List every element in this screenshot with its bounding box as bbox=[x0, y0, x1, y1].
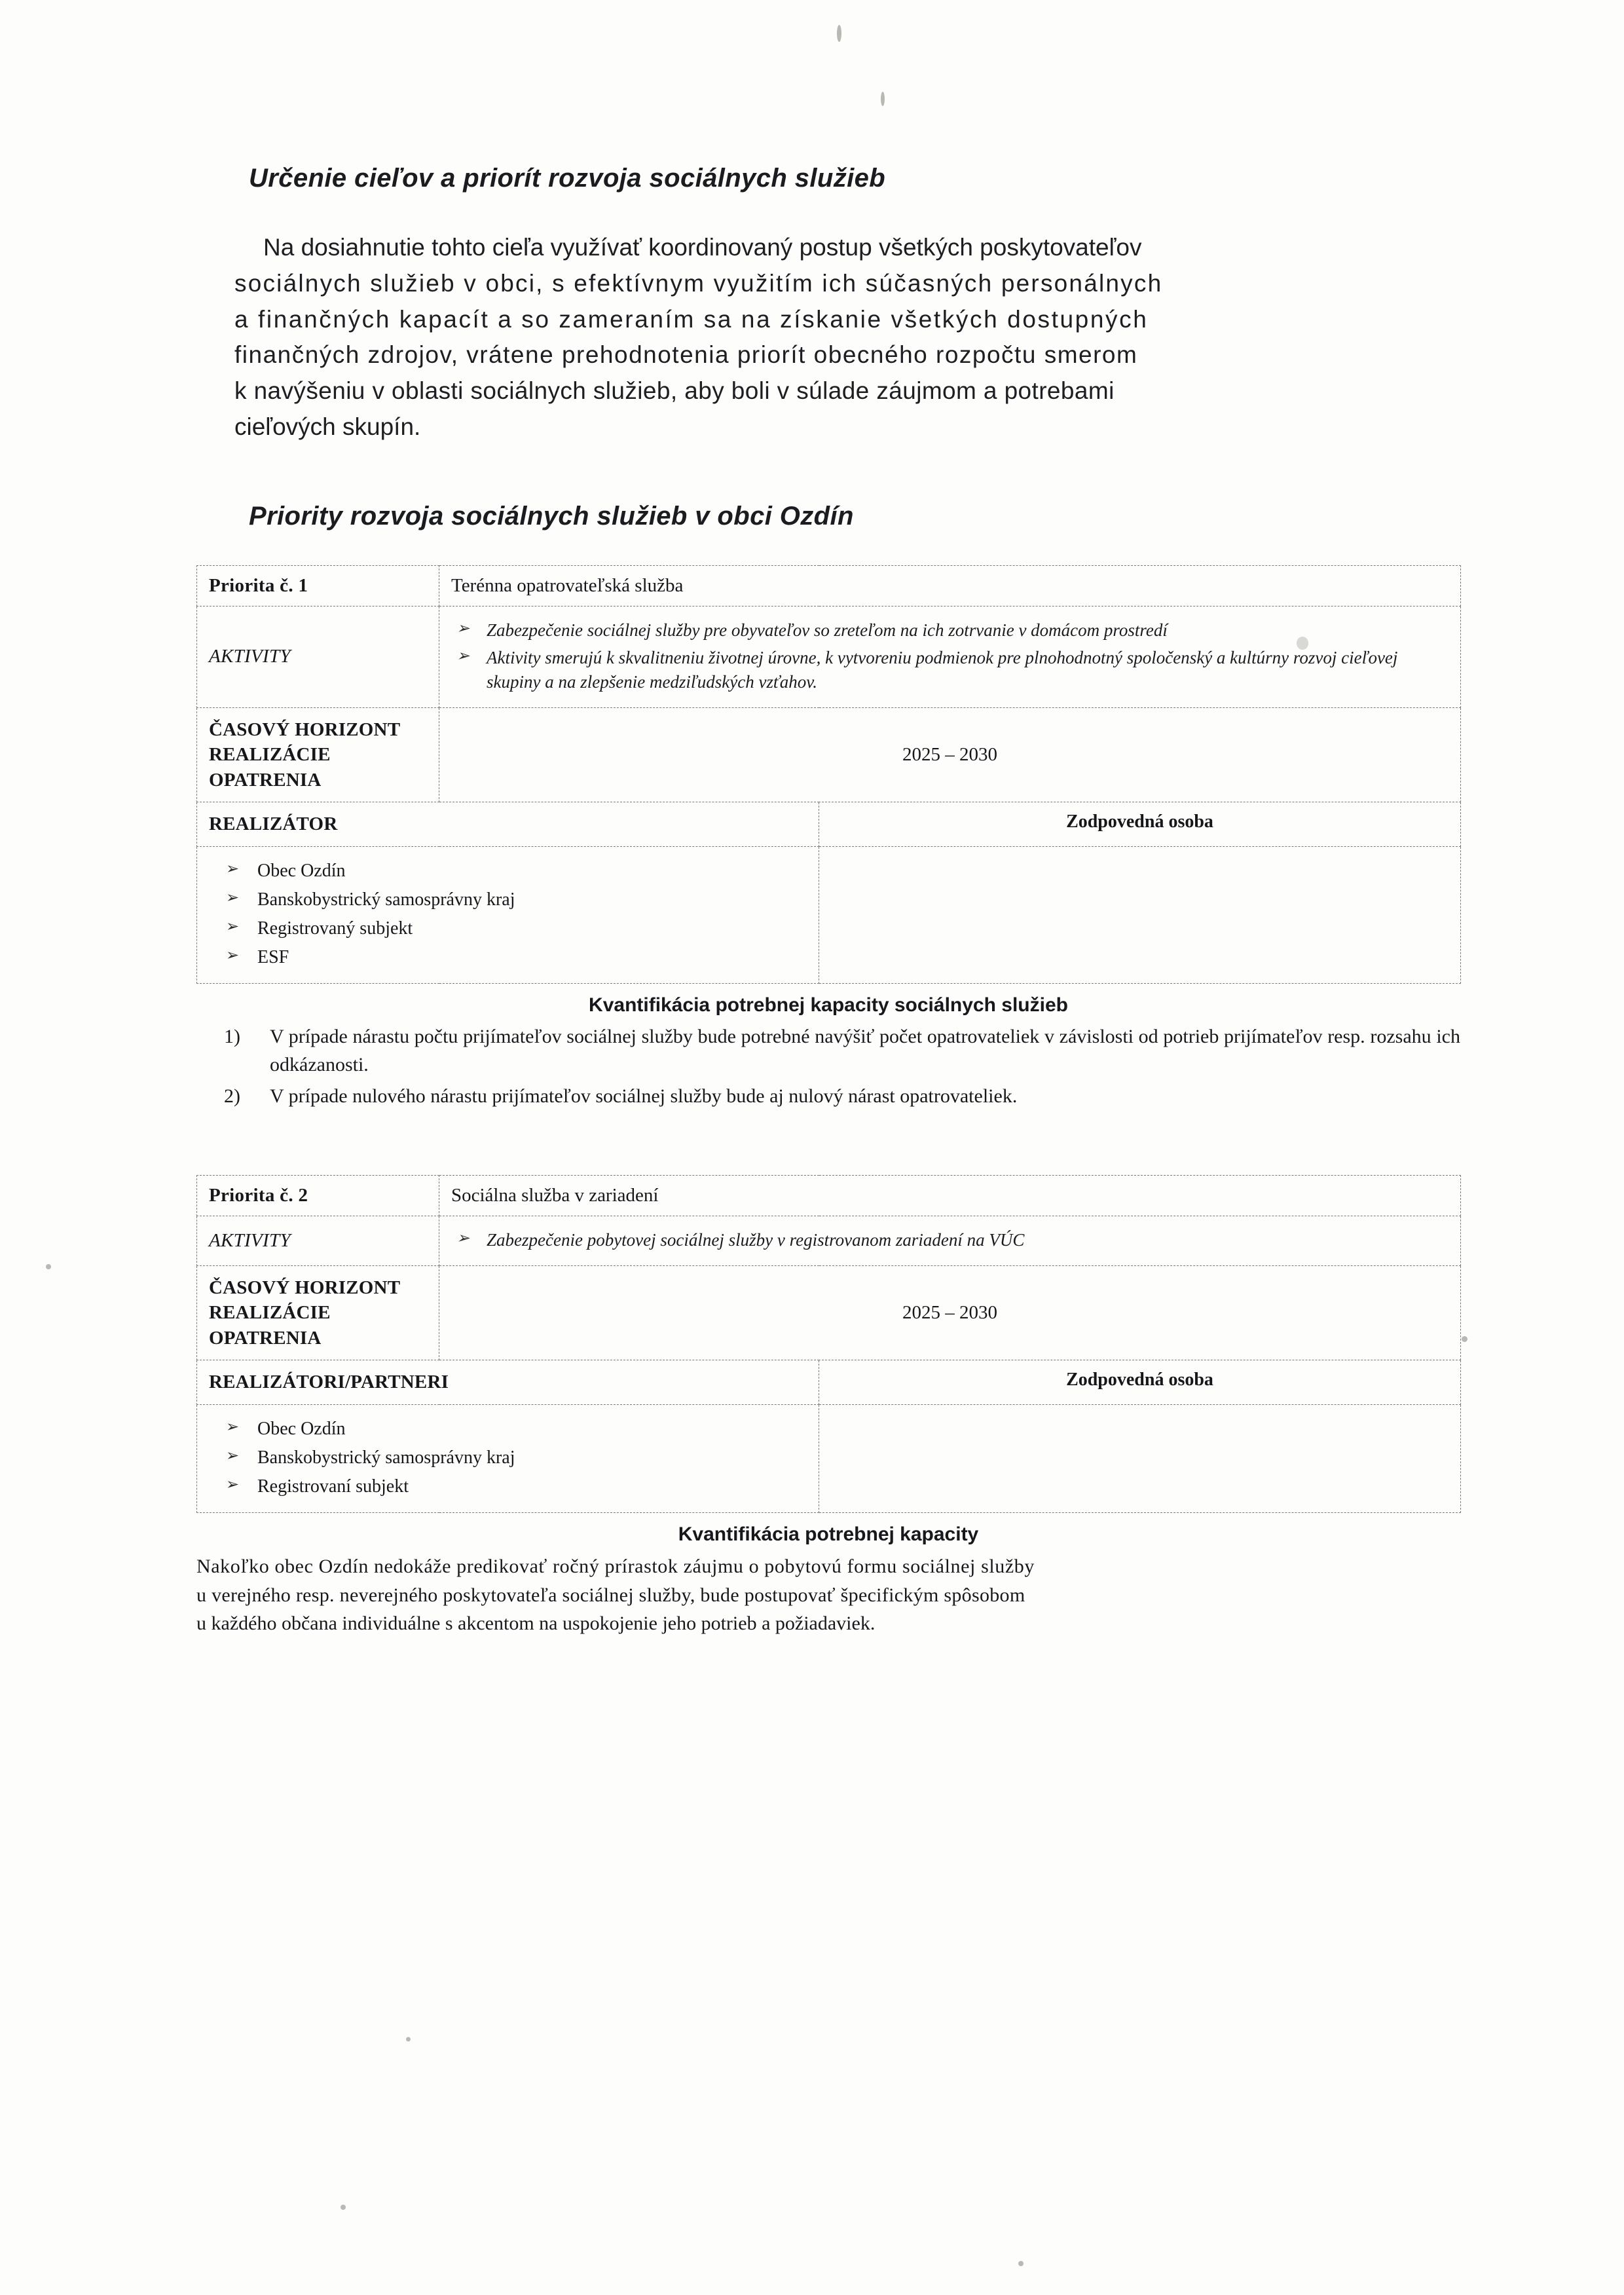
table-row bbox=[197, 1265, 1461, 1360]
scan-speck bbox=[837, 25, 841, 42]
list-item: ➢ Registrovaní subjekt bbox=[209, 1474, 807, 1499]
priority-2-horizon-label bbox=[197, 1265, 439, 1360]
priority-1-realizators-cell bbox=[197, 846, 819, 983]
priority-1-realizator-label: REALIZÁTOR bbox=[197, 802, 819, 847]
priority-1-responsible-label: Zodpovedná osoba bbox=[819, 802, 1461, 847]
horizon-label-line: REALIZÁCIE bbox=[209, 1302, 331, 1324]
list-item-text: V prípade nulového nárastu prijímateľov sociálnej služby bude aj nulový nárast opatrovateliek. bbox=[270, 1085, 1018, 1108]
list-item: ➢ Banskobystrický samosprávny kraj bbox=[209, 1446, 807, 1470]
priority-1-label: Priorita č. 1 bbox=[197, 565, 439, 606]
table-row bbox=[197, 802, 1461, 847]
priority-2-name: Sociálna služba v zariadení bbox=[439, 1176, 1461, 1216]
horizon-label-line: ČASOVÝ HORIZONT bbox=[209, 718, 401, 740]
priority-1-quant-title: Kvantifikácia potrebnej kapacity sociálnych služieb bbox=[589, 994, 1068, 1017]
document-body bbox=[196, 164, 1460, 1638]
list-item bbox=[196, 1083, 1460, 1111]
intro-paragraph bbox=[234, 230, 1434, 445]
horizon-label-line: ČASOVÝ HORIZONT bbox=[209, 1277, 401, 1298]
intro-line bbox=[234, 230, 1434, 266]
priority-2-realizators-cell bbox=[197, 1404, 819, 1512]
intro-line bbox=[234, 302, 1434, 338]
list-number: 2) bbox=[224, 1085, 240, 1108]
list-number: 1) bbox=[224, 1026, 240, 1048]
horizon-label-line: OPATRENIA bbox=[209, 769, 322, 791]
table-row bbox=[197, 565, 1461, 606]
paragraph-line-text: Nakoľko obec Ozdín nedokáže predikovať ročný prírastok záujmu o pobytovú formu sociálnej služby bbox=[196, 1556, 1035, 1578]
scan-speck bbox=[881, 92, 885, 106]
table-row bbox=[197, 707, 1461, 802]
intro-line-text: finančných zdrojov, vrátene prehodnotenia priorít obecného rozpočtu smerom bbox=[234, 341, 1138, 369]
list-item: ➢ Aktivity smerujú k skvalitneniu životnej úrovne, k vytvoreniu podmienok pre plnohodnotný spoločenský a kultúrny rozvoj cieľovej skupiny a na zlepšenie medziľudských vzťahov. bbox=[451, 646, 1449, 694]
list-item: ➢ Banskobystrický samosprávny kraj bbox=[209, 887, 807, 912]
paragraph-line bbox=[196, 1552, 1460, 1581]
priority-2-realizator-label: REALIZÁTORI/PARTNERI bbox=[197, 1360, 819, 1405]
priority-1-table bbox=[196, 565, 1461, 984]
paragraph-line-text: u verejného resp. neverejného poskytovateľa sociálnej služby, bude postupovať špecifickým spôsobom bbox=[196, 1584, 1025, 1606]
table-row bbox=[197, 1216, 1461, 1266]
priority-1-activities-label: AKTIVITY bbox=[197, 606, 439, 707]
list-item bbox=[196, 1023, 1460, 1079]
priority-1-responsible-value bbox=[819, 846, 1461, 983]
scan-speck bbox=[406, 2037, 411, 2042]
intro-line-text: cieľových skupín. bbox=[234, 413, 421, 440]
intro-line-text: a finančných kapacít a so zameraním sa na získanie všetkých dostupných bbox=[234, 305, 1149, 333]
paragraph-line-text: u každého občana individuálne s akcentom na uspokojenie jeho potrieb a požiadaviek. bbox=[196, 1613, 876, 1635]
priority-2-responsible-value bbox=[819, 1404, 1461, 1512]
priority-1-horizon-value: 2025 – 2030 bbox=[439, 707, 1461, 802]
priority-1-activities-cell bbox=[439, 606, 1461, 707]
priorities-heading: Priority rozvoja sociálnych služieb v obci Ozdín bbox=[249, 501, 854, 531]
list-item: ➢ Zabezpečenie pobytovej sociálnej služby v registrovanom zariadení na VÚC bbox=[451, 1228, 1449, 1252]
priority-2-quant-paragraph bbox=[196, 1552, 1460, 1638]
priority-2-quant-title: Kvantifikácia potrebnej kapacity bbox=[678, 1523, 979, 1546]
intro-line bbox=[234, 373, 1434, 409]
priority-2-horizon-value: 2025 – 2030 bbox=[439, 1265, 1461, 1360]
intro-line bbox=[234, 337, 1434, 373]
page-title: Určenie cieľov a priorít rozvoja sociálnych služieb bbox=[249, 164, 886, 193]
table-row bbox=[197, 846, 1461, 983]
priority-2-table bbox=[196, 1175, 1461, 1513]
horizon-label-line: REALIZÁCIE bbox=[209, 744, 331, 766]
priority-2-label: Priorita č. 2 bbox=[197, 1176, 439, 1216]
table-row bbox=[197, 1404, 1461, 1512]
list-item-text: V prípade nárastu počtu prijímateľov sociálnej služby bude potrebné navýšiť počet opatrovateliek v závislosti od potrieb prijímateľov resp. rozsahu ich odkázanosti. bbox=[270, 1026, 1460, 1075]
list-item: ➢ ESF bbox=[209, 945, 807, 970]
scan-speck bbox=[341, 2205, 346, 2210]
priority-1-activities-list bbox=[451, 618, 1449, 694]
priority-2-responsible-label: Zodpovedná osoba bbox=[819, 1360, 1461, 1405]
priority-1-realizators-list bbox=[209, 859, 807, 970]
intro-line bbox=[234, 409, 1434, 445]
priority-1-horizon-label bbox=[197, 707, 439, 802]
list-item: ➢ Zabezpečenie sociálnej služby pre obyvateľov so zreteľom na ich zotrvanie v domácom prostredí bbox=[451, 618, 1449, 643]
scan-speck bbox=[1462, 1336, 1467, 1342]
paragraph-line bbox=[196, 1581, 1460, 1610]
scan-speck bbox=[46, 1264, 51, 1269]
priority-2-activities-cell bbox=[439, 1216, 1461, 1266]
table-row bbox=[197, 1360, 1461, 1405]
scan-speck bbox=[1018, 2261, 1024, 2266]
intro-line-text: k navýšeniu v oblasti sociálnych služieb, aby boli v súlade záujmom a potrebami bbox=[234, 377, 1115, 404]
paragraph-line bbox=[196, 1609, 1460, 1638]
list-item: ➢ Obec Ozdín bbox=[209, 1417, 807, 1442]
priority-2-realizators-list bbox=[209, 1417, 807, 1499]
table-row bbox=[197, 606, 1461, 707]
priority-1-name: Terénna opatrovateľská služba bbox=[439, 565, 1461, 606]
priority-2-activities-label: AKTIVITY bbox=[197, 1216, 439, 1266]
table-row bbox=[197, 1176, 1461, 1216]
intro-line-text: sociálnych služieb v obci, s efektívnym využitím ich súčasných personálnych bbox=[234, 269, 1163, 297]
priority-1-quant-list bbox=[196, 1023, 1460, 1111]
horizon-label-line: OPATRENIA bbox=[209, 1327, 322, 1349]
intro-line-text: Na dosiahnutie tohto cieľa využívať koordinovaný postup všetkých poskytovateľov bbox=[263, 234, 1142, 261]
list-item: ➢ Obec Ozdín bbox=[209, 859, 807, 884]
list-item: ➢ Registrovaný subjekt bbox=[209, 916, 807, 941]
priority-2-activities-list bbox=[451, 1228, 1449, 1252]
intro-line bbox=[234, 266, 1434, 302]
